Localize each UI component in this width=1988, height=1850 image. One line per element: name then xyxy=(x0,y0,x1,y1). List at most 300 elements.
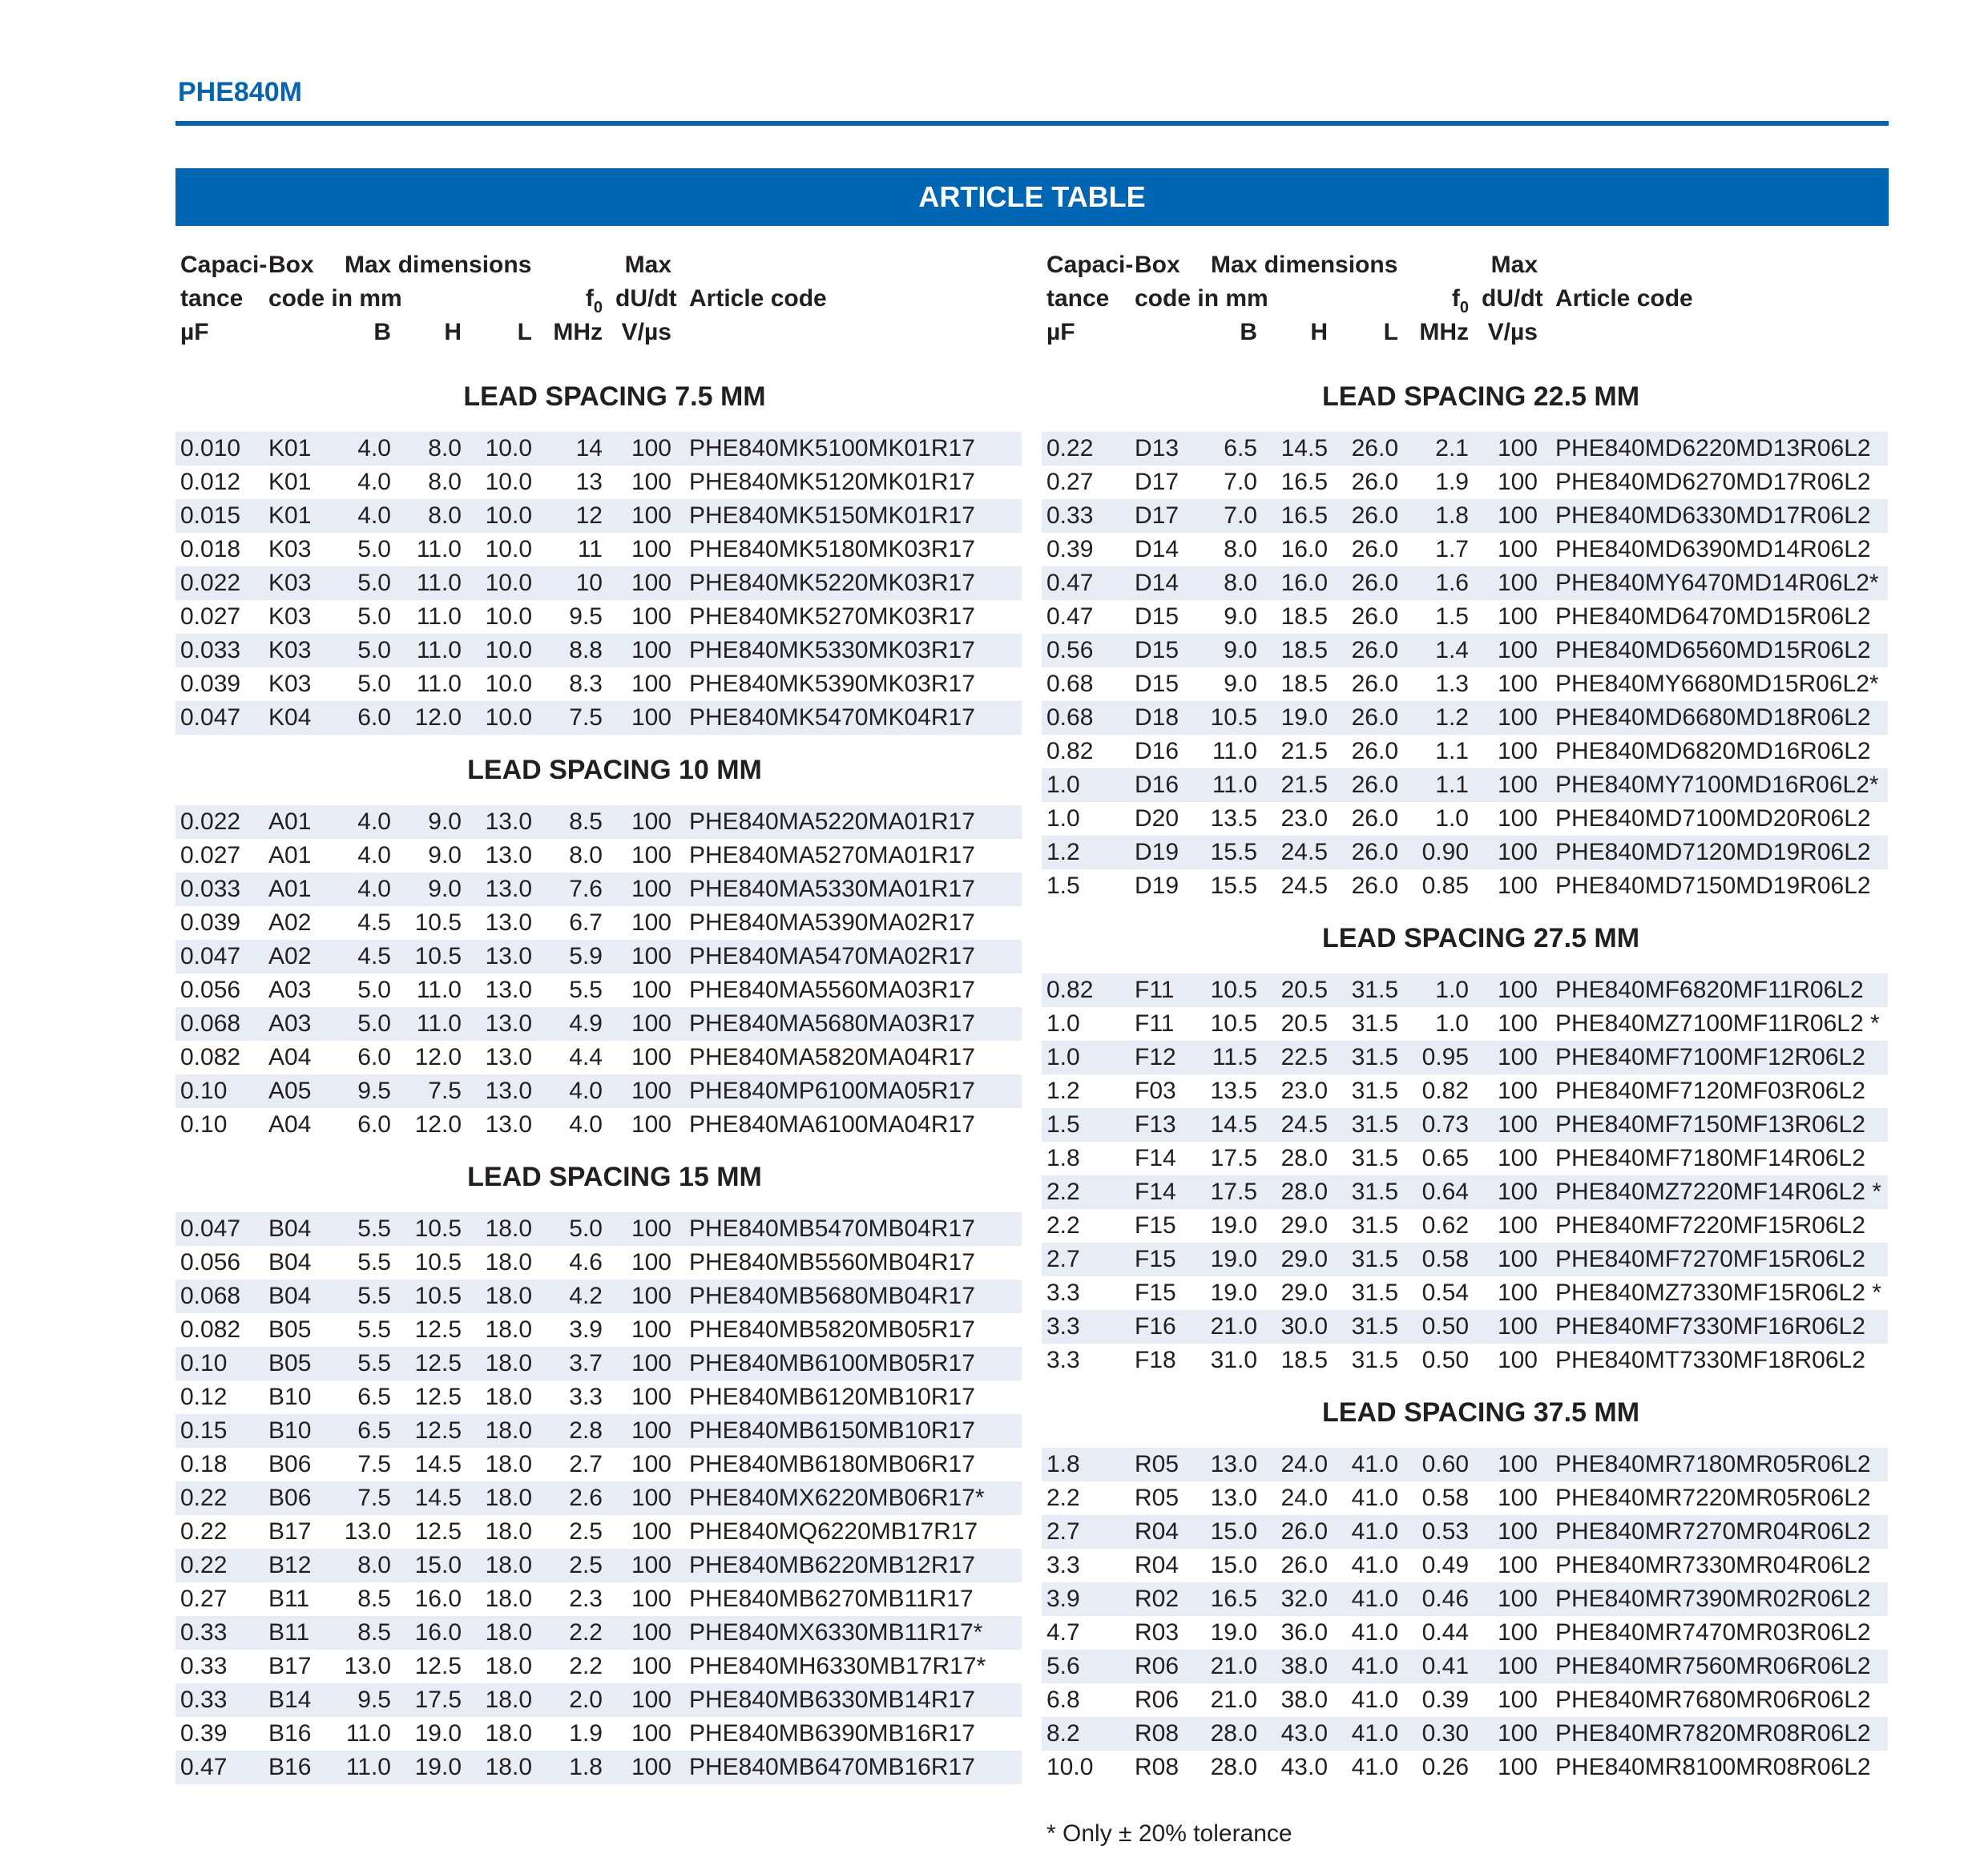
dim-b: 13.0 xyxy=(344,1653,391,1679)
dim-b: 7.0 xyxy=(1224,469,1257,495)
article-code: PHE840MB5820MB05R17 xyxy=(689,1316,975,1343)
capacitance: 0.056 xyxy=(180,1249,241,1276)
dim-h: 10.5 xyxy=(414,943,462,969)
dim-l: 26.0 xyxy=(1351,637,1398,663)
dim-h: 15.0 xyxy=(414,1552,462,1578)
header-dudt: dU/dt xyxy=(615,285,677,312)
dudt: 100 xyxy=(1497,570,1538,596)
resonant-frequency: 1.4 xyxy=(1435,637,1469,663)
dudt: 100 xyxy=(631,977,671,1003)
article-code: PHE840MZ7100MF11R06L2 * xyxy=(1555,1010,1880,1037)
article-code: PHE840MY6470MD14R06L2* xyxy=(1555,570,1879,596)
box-code: B05 xyxy=(268,1316,312,1343)
dudt: 100 xyxy=(631,1044,671,1070)
box-code: B11 xyxy=(268,1586,310,1612)
resonant-frequency: 2.7 xyxy=(569,1451,603,1477)
article-code: PHE840MR7820MR08R06L2 xyxy=(1555,1720,1871,1747)
box-code: B06 xyxy=(268,1451,312,1477)
capacitance: 0.027 xyxy=(180,603,241,630)
header-code: code xyxy=(1135,285,1192,312)
article-code: PHE840MF7100MF12R06L2 xyxy=(1555,1044,1865,1070)
article-code: PHE840MB6150MB10R17 xyxy=(689,1417,975,1444)
dudt: 100 xyxy=(631,637,671,663)
dim-h: 12.0 xyxy=(414,704,462,731)
capacitance: 1.0 xyxy=(1046,772,1080,798)
dim-h: 18.5 xyxy=(1280,603,1328,630)
resonant-frequency: 2.8 xyxy=(569,1417,603,1444)
header-h: H xyxy=(1310,319,1328,345)
header-h: H xyxy=(444,319,462,345)
dim-h: 29.0 xyxy=(1280,1246,1328,1272)
header-capaci: Capaci- xyxy=(180,252,268,278)
article-code: PHE840MD6470MD15R06L2 xyxy=(1555,603,1871,630)
dudt: 100 xyxy=(1497,1552,1538,1578)
capacitance: 0.22 xyxy=(180,1518,228,1545)
dudt: 100 xyxy=(1497,738,1538,764)
capacitance: 8.2 xyxy=(1046,1720,1080,1747)
table-row xyxy=(175,1246,1022,1280)
dudt: 100 xyxy=(1497,435,1538,461)
box-code: D17 xyxy=(1135,502,1179,529)
dim-h: 7.5 xyxy=(428,1078,462,1104)
capacitance: 0.33 xyxy=(180,1619,228,1646)
dim-l: 18.0 xyxy=(485,1552,532,1578)
dim-h: 12.5 xyxy=(414,1384,462,1410)
capacitance: 0.012 xyxy=(180,469,241,495)
lead-spacing-section xyxy=(175,735,1022,1142)
dim-l: 26.0 xyxy=(1351,839,1398,865)
dim-h: 28.0 xyxy=(1280,1179,1328,1205)
dudt: 100 xyxy=(631,1687,671,1713)
table-row xyxy=(175,634,1022,667)
capacitance: 2.2 xyxy=(1046,1485,1080,1511)
box-code: A02 xyxy=(268,909,312,936)
box-code: K04 xyxy=(268,704,312,731)
dudt: 100 xyxy=(1497,772,1538,798)
box-code: D14 xyxy=(1135,570,1179,596)
box-code: B04 xyxy=(268,1283,312,1309)
dim-l: 41.0 xyxy=(1351,1653,1398,1679)
dim-l: 18.0 xyxy=(485,1653,532,1679)
article-code: PHE840MQ6220MB17R17 xyxy=(689,1518,978,1545)
resonant-frequency: 0.46 xyxy=(1421,1586,1469,1612)
dudt: 100 xyxy=(631,1754,671,1780)
dudt: 100 xyxy=(631,1720,671,1747)
dim-l: 41.0 xyxy=(1351,1451,1398,1477)
dudt: 100 xyxy=(1497,469,1538,495)
capacitance: 2.7 xyxy=(1046,1246,1080,1272)
resonant-frequency: 0.26 xyxy=(1421,1754,1469,1780)
box-code: D18 xyxy=(1135,704,1179,731)
box-code: D13 xyxy=(1135,435,1179,461)
dudt: 100 xyxy=(631,671,671,697)
box-code: D17 xyxy=(1135,469,1179,495)
section-title: LEAD SPACING 37.5 MM xyxy=(1321,1397,1640,1428)
capacitance: 0.82 xyxy=(1046,977,1094,1003)
dim-l: 13.0 xyxy=(485,876,532,902)
table-row xyxy=(175,873,1022,906)
dudt: 100 xyxy=(631,502,671,529)
header-max-dimensions: Max dimensions xyxy=(1211,252,1398,278)
dim-b: 9.0 xyxy=(1224,671,1257,697)
capacitance: 0.027 xyxy=(180,842,241,869)
dim-l: 31.5 xyxy=(1351,1280,1398,1306)
dim-l: 10.0 xyxy=(485,570,532,596)
box-code: F12 xyxy=(1135,1044,1176,1070)
dim-b: 9.5 xyxy=(357,1078,391,1104)
table-row xyxy=(1042,1549,1888,1582)
dim-h: 26.0 xyxy=(1280,1552,1328,1578)
box-code: B10 xyxy=(268,1417,312,1444)
header-dudt: dU/dt xyxy=(1482,285,1543,312)
article-code: PHE840MD7150MD19R06L2 xyxy=(1555,873,1871,899)
resonant-frequency: 1.8 xyxy=(569,1754,603,1780)
article-code: PHE840MZ7330MF15R06L2 * xyxy=(1555,1280,1881,1306)
resonant-frequency: 0.58 xyxy=(1421,1485,1469,1511)
dim-h: 21.5 xyxy=(1280,738,1328,764)
box-code: F16 xyxy=(1135,1313,1176,1340)
box-code: K01 xyxy=(268,469,312,495)
dudt: 100 xyxy=(1497,1754,1538,1780)
dim-l: 18.0 xyxy=(485,1316,532,1343)
resonant-frequency: 0.95 xyxy=(1421,1044,1469,1070)
resonant-frequency: 8.8 xyxy=(569,637,603,663)
article-code: PHE840MA5220MA01R17 xyxy=(689,808,975,835)
dim-h: 12.5 xyxy=(414,1316,462,1343)
dim-b: 13.5 xyxy=(1210,1078,1257,1104)
dim-l: 31.5 xyxy=(1351,1145,1398,1171)
header-fo-sub: 0 xyxy=(1459,299,1469,316)
article-code: PHE840MD6560MD15R06L2 xyxy=(1555,637,1871,663)
box-code: A03 xyxy=(268,1010,312,1037)
capacitance: 0.33 xyxy=(1046,502,1094,529)
box-code: K03 xyxy=(268,603,312,630)
dim-b: 5.0 xyxy=(357,536,391,562)
box-code: F15 xyxy=(1135,1212,1176,1239)
dim-b: 7.5 xyxy=(357,1485,391,1511)
dim-l: 13.0 xyxy=(485,943,532,969)
article-code: PHE840MZ7220MF14R06L2 * xyxy=(1555,1179,1881,1205)
header-article-code: Article code xyxy=(689,285,827,312)
header-b: B xyxy=(1240,319,1257,345)
dim-h: 16.5 xyxy=(1280,469,1328,495)
dudt: 100 xyxy=(1497,873,1538,899)
dim-l: 31.5 xyxy=(1351,1179,1398,1205)
dim-h: 21.5 xyxy=(1280,772,1328,798)
header-mhz: MHz xyxy=(553,319,603,345)
resonant-frequency: 8.5 xyxy=(569,808,603,835)
dim-h: 26.0 xyxy=(1280,1518,1328,1545)
dim-h: 17.5 xyxy=(414,1687,462,1713)
dim-b: 10.5 xyxy=(1210,1010,1257,1037)
dudt: 100 xyxy=(1497,637,1538,663)
resonant-frequency: 4.0 xyxy=(569,1078,603,1104)
dim-l: 31.5 xyxy=(1351,1010,1398,1037)
capacitance: 0.22 xyxy=(180,1552,228,1578)
dim-b: 9.0 xyxy=(1224,637,1257,663)
capacitance: 0.015 xyxy=(180,502,241,529)
capacitance: 0.47 xyxy=(180,1754,228,1780)
dim-l: 31.5 xyxy=(1351,1246,1398,1272)
table-row xyxy=(1042,802,1888,836)
capacitance: 3.3 xyxy=(1046,1280,1080,1306)
capacitance: 0.18 xyxy=(180,1451,228,1477)
resonant-frequency: 11 xyxy=(577,536,603,562)
dim-h: 8.0 xyxy=(428,435,462,461)
dim-b: 8.0 xyxy=(357,1552,391,1578)
dim-b: 28.0 xyxy=(1210,1754,1257,1780)
dudt: 100 xyxy=(631,1078,671,1104)
dudt: 100 xyxy=(1497,603,1538,630)
capacitance: 0.068 xyxy=(180,1010,241,1037)
capacitance: 1.8 xyxy=(1046,1451,1080,1477)
article-code: PHE840MD7120MD19R06L2 xyxy=(1555,839,1871,865)
dudt: 100 xyxy=(1497,1485,1538,1511)
article-code: PHE840MB6120MB10R17 xyxy=(689,1384,975,1410)
article-code: PHE840MB6330MB14R17 xyxy=(689,1687,975,1713)
resonant-frequency: 0.44 xyxy=(1421,1619,1469,1646)
dudt: 100 xyxy=(631,1586,671,1612)
dim-l: 41.0 xyxy=(1351,1720,1398,1747)
box-code: B17 xyxy=(268,1653,312,1679)
resonant-frequency: 9.5 xyxy=(569,603,603,630)
table-row xyxy=(1042,1683,1888,1717)
resonant-frequency: 12 xyxy=(575,502,603,529)
dim-l: 31.5 xyxy=(1351,1044,1398,1070)
capacitance: 0.33 xyxy=(180,1687,228,1713)
resonant-frequency: 5.9 xyxy=(569,943,603,969)
dim-b: 17.5 xyxy=(1210,1145,1257,1171)
box-code: F13 xyxy=(1135,1111,1176,1138)
box-code: D19 xyxy=(1135,839,1179,865)
article-code: PHE840MA5330MA01R17 xyxy=(689,876,975,902)
dim-l: 18.0 xyxy=(485,1350,532,1376)
dim-h: 29.0 xyxy=(1280,1280,1328,1306)
capacitance: 3.9 xyxy=(1046,1586,1080,1612)
article-code: PHE840MA5820MA04R17 xyxy=(689,1044,975,1070)
dim-h: 38.0 xyxy=(1280,1653,1328,1679)
header-mhz: MHz xyxy=(1419,319,1469,345)
dim-l: 10.0 xyxy=(485,637,532,663)
table-row xyxy=(1042,466,1888,499)
capacitance: 1.0 xyxy=(1046,1010,1080,1037)
dudt: 100 xyxy=(631,1111,671,1138)
box-code: D16 xyxy=(1135,772,1179,798)
resonant-frequency: 2.5 xyxy=(569,1552,603,1578)
dim-l: 41.0 xyxy=(1351,1754,1398,1780)
section-title: LEAD SPACING 22.5 MM xyxy=(1321,381,1640,412)
lead-spacing-section xyxy=(1042,361,1888,903)
table-row xyxy=(1042,566,1888,600)
article-code: PHE840MK5470MK04R17 xyxy=(689,704,975,731)
box-code: K01 xyxy=(268,435,312,461)
dim-l: 10.0 xyxy=(485,435,532,461)
header-b: B xyxy=(373,319,391,345)
dim-l: 18.0 xyxy=(485,1754,532,1780)
dim-l: 26.0 xyxy=(1351,570,1398,596)
dim-b: 5.5 xyxy=(357,1249,391,1276)
dudt: 100 xyxy=(631,842,671,869)
article-code: PHE840MA5680MA03R17 xyxy=(689,1010,975,1037)
box-code: R05 xyxy=(1135,1485,1179,1511)
article-code: PHE840MY6680MD15R06L2* xyxy=(1555,671,1879,697)
dudt: 100 xyxy=(1497,1280,1538,1306)
resonant-frequency: 1.6 xyxy=(1435,570,1469,596)
dudt: 100 xyxy=(1497,1246,1538,1272)
dim-l: 10.0 xyxy=(485,603,532,630)
dim-l: 18.0 xyxy=(485,1619,532,1646)
article-code: PHE840MF7270MF15R06L2 xyxy=(1555,1246,1865,1272)
article-code: PHE840MX6330MB11R17* xyxy=(689,1619,983,1646)
article-code: PHE840MR8100MR08R06L2 xyxy=(1555,1754,1871,1780)
table-row xyxy=(1042,1616,1888,1650)
capacitance: 3.3 xyxy=(1046,1313,1080,1340)
box-code: R06 xyxy=(1135,1653,1179,1679)
dim-l: 13.0 xyxy=(485,1111,532,1138)
capacitance: 0.022 xyxy=(180,808,241,835)
dudt: 100 xyxy=(1497,502,1538,529)
article-code: PHE840MK5180MK03R17 xyxy=(689,536,975,562)
section-title: LEAD SPACING 27.5 MM xyxy=(1321,922,1640,953)
article-code: PHE840MX6220MB06R17* xyxy=(689,1485,985,1511)
table-row xyxy=(175,1313,1022,1347)
dim-h: 32.0 xyxy=(1280,1586,1328,1612)
dim-b: 19.0 xyxy=(1210,1246,1257,1272)
dim-b: 6.5 xyxy=(1224,435,1257,461)
dim-b: 31.0 xyxy=(1210,1347,1257,1373)
lead-spacing-section xyxy=(175,1142,1022,1784)
capacitance: 0.068 xyxy=(180,1283,241,1309)
resonant-frequency: 7.6 xyxy=(569,876,603,902)
table-row xyxy=(1042,701,1888,735)
article-code: PHE840MB5680MB04R17 xyxy=(689,1283,975,1309)
table-row xyxy=(175,1616,1022,1650)
dim-l: 18.0 xyxy=(485,1485,532,1511)
resonant-frequency: 5.5 xyxy=(569,977,603,1003)
box-code: K03 xyxy=(268,637,312,663)
dudt: 100 xyxy=(1497,536,1538,562)
capacitance: 0.047 xyxy=(180,1215,241,1242)
capacitance: 0.47 xyxy=(1046,570,1094,596)
dudt: 100 xyxy=(631,1417,671,1444)
article-code: PHE840MF7120MF03R06L2 xyxy=(1555,1078,1865,1104)
dim-h: 23.0 xyxy=(1280,805,1328,832)
dim-l: 18.0 xyxy=(485,1215,532,1242)
capacitance: 1.8 xyxy=(1046,1145,1080,1171)
article-code: PHE840MP6100MA05R17 xyxy=(689,1078,975,1104)
capacitance: 10.0 xyxy=(1046,1754,1094,1780)
article-code: PHE840MB5560MB04R17 xyxy=(689,1249,975,1276)
dim-h: 18.5 xyxy=(1280,1347,1328,1373)
dim-h: 16.0 xyxy=(414,1586,462,1612)
table-row xyxy=(175,940,1022,973)
capacitance: 0.33 xyxy=(180,1653,228,1679)
box-code: F18 xyxy=(1135,1347,1176,1373)
table-row xyxy=(1042,1276,1888,1310)
capacitance: 0.022 xyxy=(180,570,241,596)
resonant-frequency: 0.62 xyxy=(1421,1212,1469,1239)
dim-h: 8.0 xyxy=(428,502,462,529)
dudt: 100 xyxy=(631,1215,671,1242)
dudt: 100 xyxy=(1497,977,1538,1003)
article-code: PHE840MF7180MF14R06L2 xyxy=(1555,1145,1865,1171)
box-code: B05 xyxy=(268,1350,312,1376)
dim-h: 19.0 xyxy=(414,1720,462,1747)
article-code: PHE840MD6820MD16R06L2 xyxy=(1555,738,1871,764)
box-code: A04 xyxy=(268,1111,312,1138)
dudt: 100 xyxy=(631,1249,671,1276)
resonant-frequency: 1.8 xyxy=(1435,502,1469,529)
dim-b: 10.5 xyxy=(1210,977,1257,1003)
dim-h: 14.5 xyxy=(414,1485,462,1511)
resonant-frequency: 6.7 xyxy=(569,909,603,936)
dim-b: 11.0 xyxy=(1212,772,1257,798)
article-code: PHE840MR7180MR05R06L2 xyxy=(1555,1451,1871,1477)
dim-b: 5.0 xyxy=(357,570,391,596)
header-l: L xyxy=(517,319,532,345)
capacitance: 0.047 xyxy=(180,704,241,731)
resonant-frequency: 3.9 xyxy=(569,1316,603,1343)
dim-b: 5.0 xyxy=(357,637,391,663)
header-uf: µF xyxy=(1046,319,1075,345)
dim-l: 18.0 xyxy=(485,1720,532,1747)
table-row xyxy=(175,1108,1022,1142)
capacitance: 0.033 xyxy=(180,876,241,902)
dudt: 100 xyxy=(1497,1313,1538,1340)
article-code: PHE840MK5220MK03R17 xyxy=(689,570,975,596)
dim-h: 12.5 xyxy=(414,1518,462,1545)
table-row xyxy=(1042,1717,1888,1751)
table-row xyxy=(1042,1175,1888,1209)
dim-h: 24.5 xyxy=(1280,1111,1328,1138)
capacitance: 0.10 xyxy=(180,1111,228,1138)
dudt: 100 xyxy=(631,1619,671,1646)
box-code: B10 xyxy=(268,1384,312,1410)
dim-l: 18.0 xyxy=(485,1249,532,1276)
article-code: PHE840MB6180MB06R17 xyxy=(689,1451,975,1477)
dim-h: 10.5 xyxy=(414,909,462,936)
table-row xyxy=(1042,1209,1888,1243)
table-row xyxy=(1042,533,1888,566)
dim-b: 5.5 xyxy=(357,1350,391,1376)
table-row xyxy=(1042,1448,1888,1481)
article-code: PHE840MF6820MF11R06L2 xyxy=(1555,977,1864,1003)
capacitance: 0.27 xyxy=(1046,469,1094,495)
dudt: 100 xyxy=(1497,1347,1538,1373)
dim-b: 13.0 xyxy=(1210,1451,1257,1477)
dudt: 100 xyxy=(1497,1518,1538,1545)
box-code: B17 xyxy=(268,1518,312,1545)
dim-h: 16.5 xyxy=(1280,502,1328,529)
dim-l: 26.0 xyxy=(1351,469,1398,495)
dudt: 100 xyxy=(631,1653,671,1679)
resonant-frequency: 0.50 xyxy=(1421,1313,1469,1340)
dudt: 100 xyxy=(1497,1720,1538,1747)
capacitance: 1.2 xyxy=(1046,1078,1080,1104)
article-code: PHE840MA5470MA02R17 xyxy=(689,943,975,969)
dim-l: 41.0 xyxy=(1351,1619,1398,1646)
dim-b: 5.5 xyxy=(357,1215,391,1242)
resonant-frequency: 0.90 xyxy=(1421,839,1469,865)
dim-h: 16.0 xyxy=(1280,536,1328,562)
box-code: K03 xyxy=(268,570,312,596)
dim-h: 24.0 xyxy=(1280,1485,1328,1511)
dim-b: 5.0 xyxy=(357,977,391,1003)
dudt: 100 xyxy=(631,469,671,495)
header-fo-f: f xyxy=(1451,285,1460,312)
dudt: 100 xyxy=(1497,1687,1538,1713)
box-code: A01 xyxy=(268,842,312,869)
